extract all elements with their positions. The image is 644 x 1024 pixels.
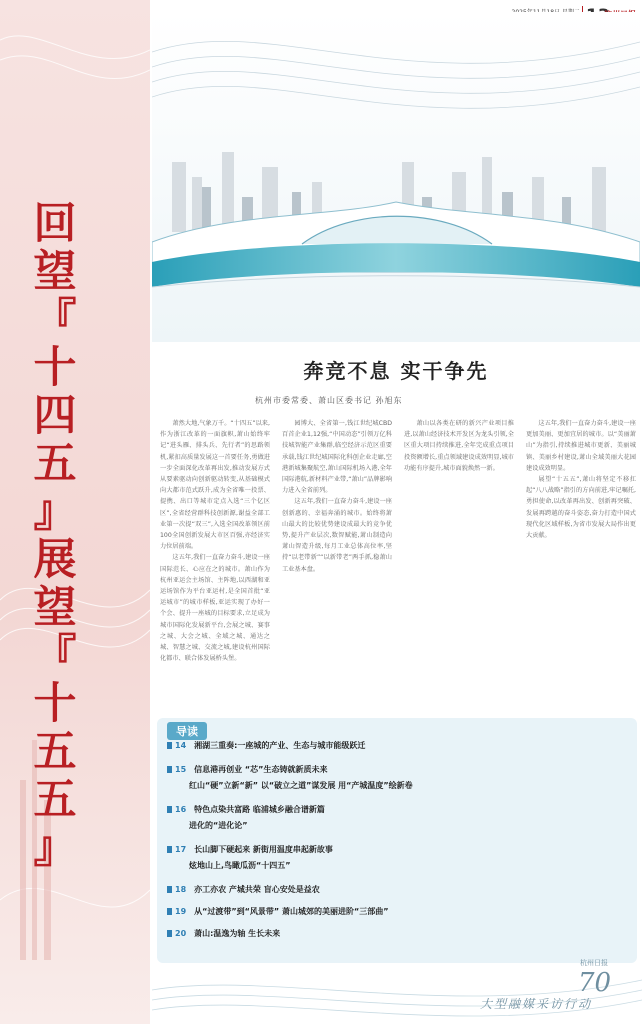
- guide-item[interactable]: [167, 740, 365, 751]
- guide-item-subtitle: 炫地山上,鸟瞰瓜沥“十四五”: [189, 861, 291, 870]
- guide-item[interactable]: [167, 844, 333, 855]
- anniversary-logo: [570, 955, 626, 995]
- title-char: 五: [33, 439, 77, 489]
- article-column: [526, 418, 636, 708]
- guide-page-number: 19: [175, 907, 187, 916]
- bullet-bar: [167, 806, 172, 813]
- guide-item[interactable]: [167, 804, 325, 815]
- guide-item-title: 从“过渡带”到“风景带” 萧山城郊的美丽进阶“三部曲”: [194, 907, 389, 916]
- bullet-bar: [167, 930, 172, 937]
- title-char: 『: [33, 631, 77, 681]
- bullet-bar: [167, 908, 172, 915]
- article-byline: 杭州市委常委、萧山区委书记 孙旭东: [255, 396, 403, 405]
- guide-item[interactable]: [167, 884, 320, 895]
- title-char: 『: [33, 295, 77, 345]
- guide-item-subtitle: 红山“硬”立新“新” 以“破立之道”谋发展 用“产城温度”绘新卷: [189, 781, 413, 790]
- paragraph: 展望“十五五”,萧山将坚定不移扛起“八八战略”指引的方向前进,牢记嘱托,勇担使命,以改革再出发、创新再突破、发展再跨越的奋斗姿态,奋力打造中国式现代化区域样板,为省市发展大局作出更大贡献。: [526, 476, 636, 540]
- paragraph: 这五年,我们一直奋力奋斗,建设一座国际范长、心应在之的城市。萧山作为杭州亚运会主场馆、主阵地,以西湖和亚运场馆作为平台亚运村,是全国首批“亚运城市”的城市样板,亚运实现了办好一个会、提升一座城的目标要求,立足成为城市国际化发展新平台,会展之城、赛事之城、大会之城、全域之城、通达之城、智慧之城、交流之城,建设杭州国际化都市、联合体发展桥头堡。: [160, 554, 270, 663]
- title-char: 望: [33, 583, 77, 633]
- title-char: 十: [33, 679, 77, 729]
- guide-page-number: 16: [175, 805, 187, 814]
- guide-page-number: 15: [175, 765, 187, 774]
- vertical-feature-title: [20, 200, 90, 872]
- bullet-bar: [167, 742, 172, 749]
- guide-item[interactable]: [167, 928, 280, 939]
- left-feature-band: [0, 0, 150, 1024]
- svg-text:70: 70: [578, 968, 612, 995]
- guide-page-number: 18: [175, 885, 187, 894]
- paragraph: 萧然大地,气象万千。“十四五”以来,作为浙江改革的一面旗帜,萧山始终牢记“进头雁、排头兵、先行者”的思路领机,紧扣高质量发展这一首要任务,勇做进一步全面深化改革再出发,推动发展方式从要素驱动向创新驱动转变,从基础模式向大都市范式跃升,成为全省唯一投票、提携、出口等城市定点入选“三个亿区区”,全省经营群科技创新源,谢益全部工业第一次提“双三”,入选全国改革领区前100全国创新发展大市区百强,亦经济实力位居前端。: [160, 420, 270, 551]
- guide-item-title: 信息港再创业 “芯”生态铸就新质未来: [194, 765, 328, 774]
- title-char: 展: [33, 535, 77, 585]
- guide-item-title: 亦工亦农 产城共荣 盲心安处是益农: [194, 885, 320, 894]
- title-char: 』: [33, 823, 77, 873]
- title-char: 五: [33, 775, 77, 825]
- article-column: [282, 418, 392, 708]
- guide-item[interactable]: [167, 764, 327, 775]
- city-skyline-illustration: [152, 12, 640, 342]
- paragraph: 萧山以各类在研的新兴产业项目推进,以萧山经济技术开发区为龙头引领,全区重大项目持续推进,全年完成重点项目投资额增长,重点领域建设成效明显,城市功能有序提升,城市面貌焕然一新。: [404, 420, 514, 472]
- guide-item-title: 湘湖三重奏:一座城的产业、生态与城市能级跃迁: [194, 741, 366, 750]
- title-char: 回: [33, 199, 77, 249]
- bullet-bar: [167, 886, 172, 893]
- article-column: [404, 418, 514, 708]
- guide-page-number: 17: [175, 845, 187, 854]
- title-char: 』: [33, 487, 77, 537]
- article-column: [160, 418, 270, 708]
- guide-item-title: 萧山:温逸为轴 生长未来: [194, 929, 281, 938]
- article-body: [160, 418, 636, 708]
- campaign-slogan: 大型融媒采访行动: [480, 997, 593, 1011]
- guide-page-number: 14: [175, 741, 187, 750]
- footer-wave-decoration: [152, 960, 642, 1024]
- title-char: 五: [33, 727, 77, 777]
- guide-page-number: 20: [175, 929, 187, 938]
- guide-box: [157, 718, 637, 963]
- bullet-bar: [167, 846, 172, 853]
- paragraph: 园博大、全省第一,钱江世纪城CBD百首企业1,12强,“中国动态”引领万亿科技城智能产业集群,临空经济示范区重要承载,钱江世纪城国际化科创企业走廊,空港新城集聚航空,萧山国际机场入港,全年国际港航,新材料产业带,“萧山”品牌影响力进入全省前列。: [282, 420, 392, 495]
- guide-item[interactable]: [167, 906, 388, 917]
- article-headline: 奔竞不息 实干争先: [303, 359, 489, 383]
- title-char: 十: [33, 343, 77, 393]
- bullet-bar: [167, 766, 172, 773]
- title-char: 望: [33, 247, 77, 297]
- svg-text:杭州日报: 杭州日报: [580, 959, 608, 967]
- guide-item-title: 特色点染共富路 临浦城乡融合谱新篇: [194, 805, 325, 814]
- guide-label: 导读: [167, 722, 207, 740]
- guide-item-title: 长山脚下硬起来 新街用温度串起新故事: [194, 845, 333, 854]
- paragraph: 这五年,我们一直奋力奋斗,建设一座更加美丽、更加宜居的城市。以“美丽萧山”为指引,持续推进城市更新、美丽城镇、美丽乡村建设,萧山全域美丽大花园建设成效明显。: [526, 420, 636, 472]
- guide-item-subtitle: 进化的“进化论”: [189, 821, 248, 830]
- title-char: 四: [33, 391, 77, 441]
- paragraph: 这五年,我们一直奋力奋斗,建设一座创新惠的、幸福奔涌的城市。始终将萧山最大的比较优势建设成最大的竞争优势,提升产业层次,数智赋能,萧山制造向萧山智造升级,每月工业总体高位率,坚持“以老带新”“以新带老”两手抓,稳萧山工业基本盘。: [282, 498, 392, 573]
